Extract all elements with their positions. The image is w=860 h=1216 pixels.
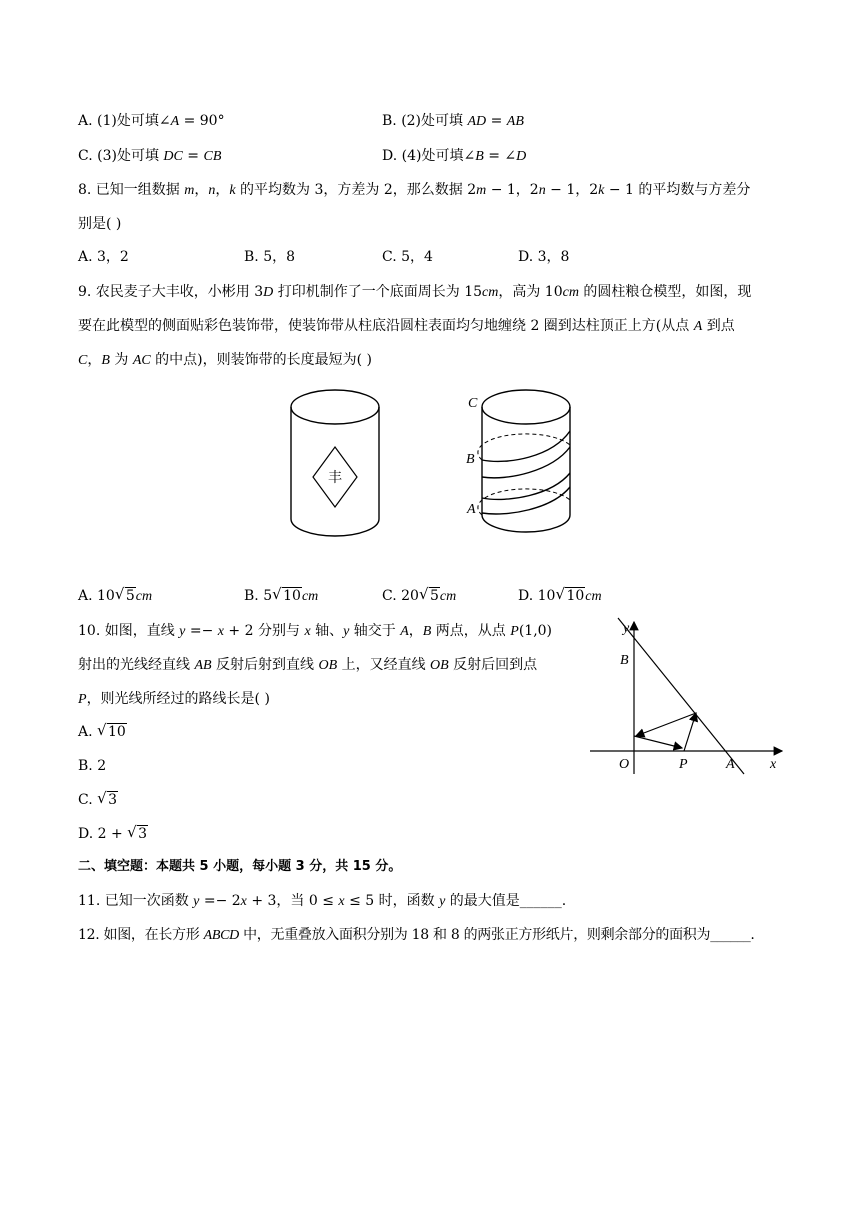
q9-stem-line3: C，B 为 AC 的中点)，则装饰带的长度最短为( ) [78, 352, 372, 368]
q10-label-a: A [726, 757, 735, 772]
q7-option-c: C. (3)处可填 DC = CB [78, 148, 222, 164]
q9-figure-char: 丰 [328, 471, 342, 486]
q10-stem-line1: 10. 如图，直线 y =− x + 2 分别与 x 轴、y 轴交于 A，B 两点，从点 P(1,0) [78, 623, 553, 639]
q10-figure-reflection [586, 614, 790, 780]
q8-option-a: A. 3，2 [78, 249, 129, 265]
q10-label-y: y [623, 621, 630, 636]
q9-stem-line1: 9. 农民麦子大丰收，小彬用 3D 打印机制作了一个底面周长为 15cm，高为 10cm 的圆柱粮仓模型，如图，现 [78, 284, 752, 300]
q8-stem-line1: 8. 已知一组数据 m，n，k 的平均数为 3，方差为 2，那么数据 2m − 1，2n − 1，2k − 1 的平均数与方差分 [78, 182, 751, 198]
q10-label-b: B [620, 653, 629, 668]
q9-figure-granary [288, 385, 384, 545]
q9-option-b: B. 5√ 10cm [244, 587, 318, 606]
q10-stem-line3: P，则光线所经过的路线长是( ) [78, 691, 270, 707]
q10-label-p: P [679, 757, 688, 772]
q9-option-a: A. 10√ 5cm [78, 587, 152, 606]
q7-option-d: D. (4)处可填∠B = ∠D [382, 148, 527, 164]
q9-option-c: C. 20√ 5cm [382, 587, 456, 606]
q10-label-o: O [619, 757, 630, 772]
q10-option-a: A. √ 10 [78, 723, 127, 741]
q9-stem-line2: 要在此模型的侧面贴彩色装饰带，使装饰带从柱底沿圆柱表面均匀地缠绕 2 圈到达柱顶正上方(从点 A 到点 [78, 318, 735, 334]
q8-stem-line2: 别是( ) [78, 216, 122, 232]
q10-option-b: B. 2 [78, 758, 107, 774]
q9-label-b: B [466, 452, 475, 467]
q7-option-a: A. (1)处可填∠A = 90° [78, 113, 225, 129]
q8-option-d: D. 3，8 [518, 249, 570, 265]
q9-option-d: D. 10√ 10cm [518, 587, 602, 606]
q9-label-c: C [468, 396, 478, 411]
q8-option-b: B. 5，8 [244, 249, 296, 265]
q7-option-b: B. (2)处可填 AD = AB [382, 113, 524, 129]
section-heading-fill-blank: 二、填空题：本题共 5 小题，每小题 3 分，共 15 分。 [78, 859, 402, 874]
q9-figure-spiral-cylinder [460, 385, 580, 545]
q12-stem: 12. 如图，在长方形 ABCD 中，无重叠放入面积分别为 18 和 8 的两张正方形纸片，则剩余部分的面积为______. [78, 927, 755, 943]
q10-option-c: C. √ 3 [78, 791, 118, 809]
q10-label-x: x [770, 757, 777, 772]
q10-option-d: D. 2 + √ 3 [78, 825, 148, 843]
q10-stem-line2: 射出的光线经直线 AB 反射后射到直线 OB 上，又经直线 OB 反射后回到点 [78, 657, 538, 673]
q11-stem: 11. 已知一次函数 y =− 2x + 3，当 0 ≤ x ≤ 5 时，函数 y 的最大值是______. [78, 893, 567, 909]
q9-label-a: A [467, 502, 476, 517]
q8-option-c: C. 5，4 [382, 249, 433, 265]
